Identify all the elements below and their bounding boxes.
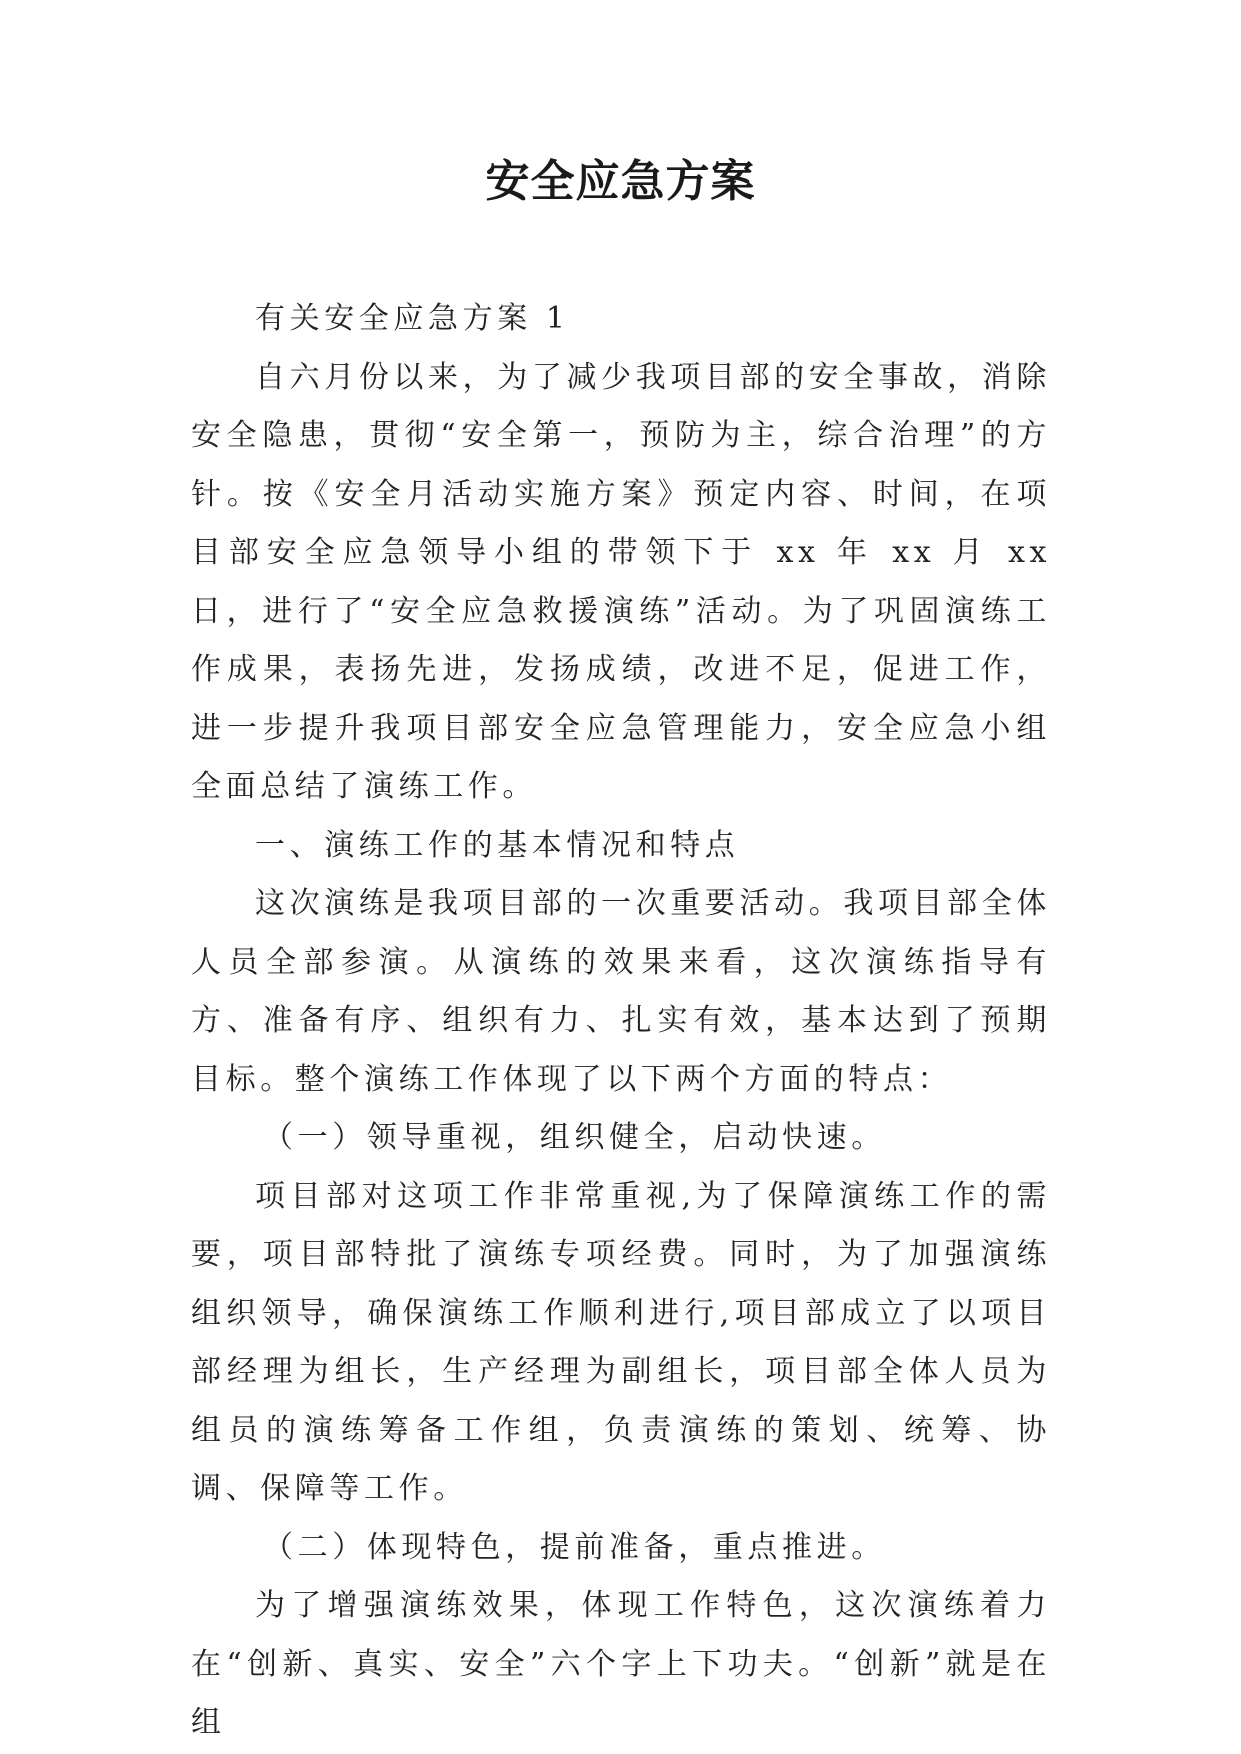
paragraph-leadership: 项目部对这项工作非常重视,为了保障演练工作的需要，项目部特批了演练专项经费。同时，为了加强演练组织领导，确保演练工作顺利进行,项目部成立了以项目部经理为组长，生产经理为副组长，项目部全体人员为组员的演练筹备工作组，负责演练的策划、统筹、协调、保障等工作。 bbox=[191, 1178, 1051, 1506]
section-heading: 有关安全应急方案 1 bbox=[255, 301, 570, 336]
paragraph-intro: 自六月份以来，为了减少我项目部的安全事故，消除安全隐患，贯彻“安全第一，预防为主，综合治理”的方针。按《安全月活动实施方案》预定内容、时间，在项目部安全应急领导小组的带领下于 xx 年 xx 月 xx 日，进行了“安全应急救援演练”活动。为了巩固演练工作成果，表扬先进，发扬成绩，改进不足，促进工作，进一步提升我项目部安全应急管理能力，安全应急小组全面总结了演练工作。 bbox=[191, 359, 1051, 804]
document-body bbox=[191, 290, 1051, 1753]
paragraph-features: 为了增强演练效果，体现工作特色，这次演练着力在“创新、真实、安全”六个字上下功夫。“创新”就是在组 bbox=[191, 1588, 1051, 1740]
heading-1: 一、演练工作的基本情况和特点 bbox=[255, 827, 740, 863]
subheading-2: （二）体现特色，提前准备，重点推进。 bbox=[263, 1529, 886, 1565]
paragraph-overview: 这次演练是我项目部的一次重要活动。我项目部全体人员全部参演。从演练的效果来看，这次演练指导有方、准备有序、组织有力、扎实有效，基本达到了预期目标。整个演练工作体现了以下两个方面的特点： bbox=[191, 886, 1051, 1097]
document-title: 安全应急方案 bbox=[485, 156, 756, 207]
subheading-1: （一）领导重视，组织健全，启动快速。 bbox=[263, 1120, 886, 1155]
